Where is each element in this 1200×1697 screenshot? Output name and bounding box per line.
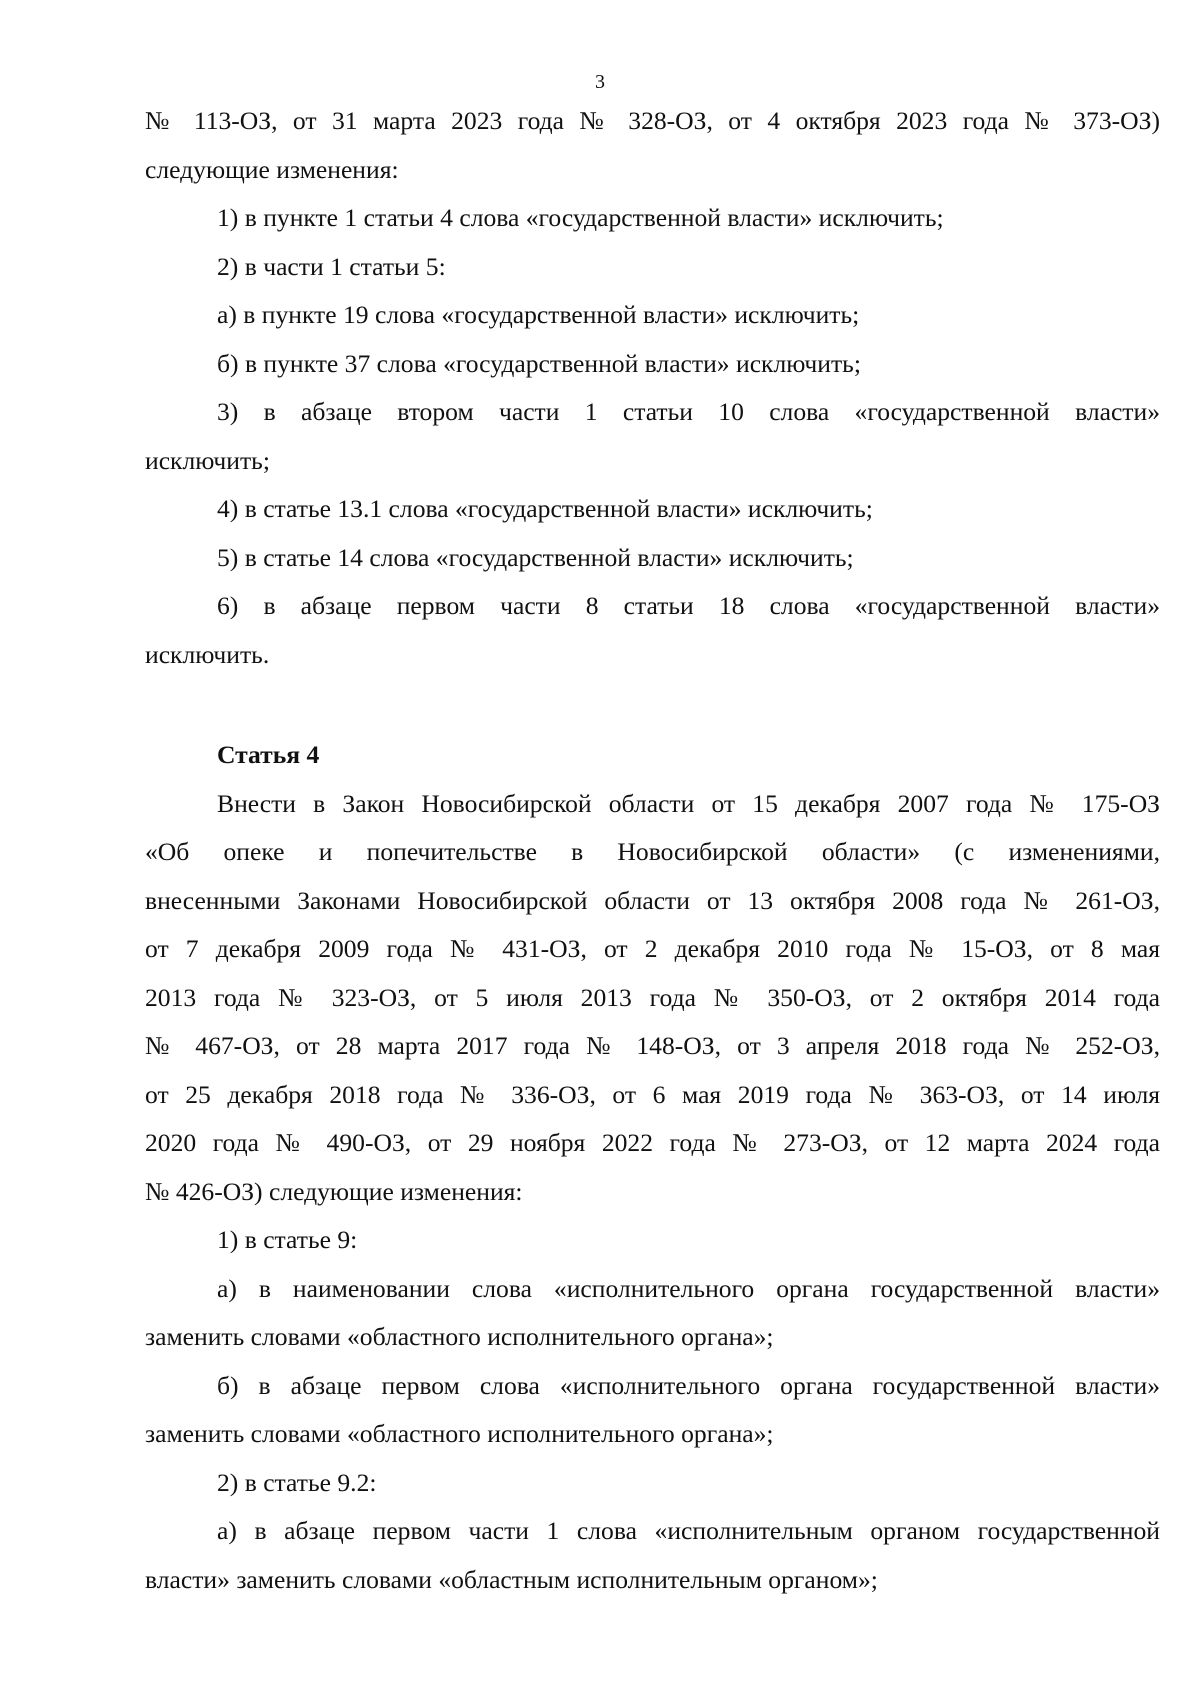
- list-item: 4) в статье 13.1 слова «государственной власти» исключить;: [217, 494, 873, 523]
- list-subitem: а) в абзаце первом части 1 слова «исполнительным органом государственной: [217, 1516, 1160, 1545]
- text-line: 2020 года № 490-ОЗ, от 29 ноября 2022 года № 273-ОЗ, от 12 марта 2024 года: [145, 1128, 1160, 1157]
- list-subitem: б) в пункте 37 слова «государственной власти» исключить;: [217, 348, 861, 378]
- list-item: 6) в абзаце первом части 8 статьи 18 слова «государственной власти»: [217, 591, 1160, 620]
- list-item: 1) в пункте 1 статьи 4 слова «государственной власти» исключить;: [217, 203, 944, 232]
- text-line: Внести в Закон Новосибирской области от 15 декабря 2007 года № 175-ОЗ: [217, 788, 1160, 818]
- text-line: от 25 декабря 2018 года № 336-ОЗ, от 6 мая 2019 года № 363-ОЗ, от 14 июля: [145, 1079, 1160, 1109]
- list-item: 2) в статье 9.2:: [217, 1467, 377, 1497]
- text-line: исключить.: [145, 639, 270, 669]
- text-line: от 7 декабря 2009 года № 431-ОЗ, от 2 декабря 2010 года № 15-ОЗ, от 8 мая: [145, 934, 1160, 963]
- article-heading: Статья 4: [217, 740, 320, 769]
- page-number: 3: [595, 71, 605, 93]
- list-item: 2) в части 1 статьи 5:: [217, 251, 446, 281]
- list-item: 1) в статье 9:: [217, 1225, 358, 1254]
- text-line: заменить словами «областного исполнительного органа»;: [145, 1419, 774, 1448]
- article-4: [145, 731, 1160, 1604]
- text-line: № 426-ОЗ) следующие изменения:: [145, 1176, 523, 1206]
- list-subitem: а) в наименовании слова «исполнительного органа государственной власти»: [217, 1273, 1160, 1303]
- text-line: следующие изменения:: [145, 154, 399, 184]
- list-subitem: а) в пункте 19 слова «государственной власти» исключить;: [217, 300, 860, 329]
- list-item: 5) в статье 14 слова «государственной власти» исключить;: [217, 542, 854, 572]
- text-line: заменить словами «областного исполнительного органа»;: [145, 1322, 774, 1351]
- text-line: № 113-ОЗ, от 31 марта 2023 года № 328-ОЗ, от 4 октября 2023 года № 373-ОЗ): [145, 106, 1160, 135]
- text-line: власти» заменить словами «областным исполнительным органом»;: [145, 1564, 878, 1594]
- list-item: 3) в абзаце втором части 1 статьи 10 слова «государственной власти»: [217, 397, 1160, 426]
- list-subitem: б) в абзаце первом слова «исполнительного органа государственной власти»: [217, 1370, 1160, 1400]
- text-line: 2013 года № 323-ОЗ, от 5 июля 2013 года № 350-ОЗ, от 2 октября 2014 года: [145, 982, 1160, 1012]
- amendments-continuation: [145, 97, 1160, 679]
- text-line: № 467-ОЗ, от 28 марта 2017 года № 148-ОЗ, от 3 апреля 2018 года № 252-ОЗ,: [145, 1031, 1160, 1060]
- text-line: внесенными Законами Новосибирской области от 13 октября 2008 года № 261-ОЗ,: [145, 885, 1160, 915]
- text-line: «Об опеке и попечительстве в Новосибирской области» (с изменениями,: [145, 837, 1160, 866]
- text-line: исключить;: [145, 445, 270, 475]
